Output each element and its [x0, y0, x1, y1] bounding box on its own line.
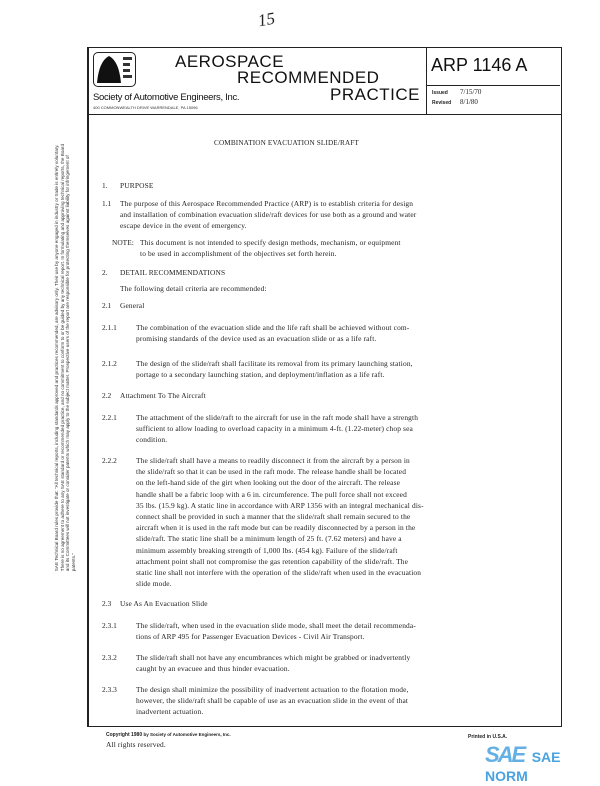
- section-text-line: The attachment of the slide/raft to the aircraft for use in the raft mode shall have a strength: [136, 413, 419, 422]
- section-text-line: escape device in the event of emergency.: [120, 221, 247, 231]
- revised-date: 8/1/80: [460, 98, 478, 106]
- org-name: Society of Automotive Engineers, Inc.: [93, 92, 240, 103]
- section-number: 2.2.1: [102, 413, 117, 422]
- section-text-line: and installation of combination evacuation slide/raft devices for use both as a ground and water: [120, 210, 417, 220]
- header-right-divider: [426, 85, 560, 86]
- section-text-line: The purpose of this Aerospace Recommended Practice (ARP) is to establish criteria for design: [120, 199, 414, 208]
- section-text-line: connect shall be provided in such a manner that the slide/raft shall remain secured to the: [136, 512, 411, 521]
- issued-label: Issued: [432, 90, 448, 96]
- sae-norm-watermark: [485, 742, 600, 786]
- section-text-line: Attachment To The Aircraft: [120, 391, 206, 400]
- section-number: 2.2: [102, 391, 112, 400]
- section-text-line: condition.: [136, 435, 168, 445]
- section-text-line: The combination of the evacuation slide and the life raft shall be achieved without com-: [136, 323, 410, 332]
- header-vertical-divider: [426, 47, 427, 114]
- copyright-year: Copyright 1980: [106, 732, 143, 738]
- section-text-line: tions of ARP 495 for Passenger Evacuation Devices - Civil Air Transport.: [136, 632, 365, 642]
- section-number: 2.3.1: [102, 621, 117, 630]
- section-number: 1.1: [102, 199, 112, 208]
- copyright-by: by Society of Automotive Engineers, Inc.: [143, 732, 231, 737]
- issued-date: 7/15/70: [460, 88, 482, 96]
- printed-in: Printed in U.S.A.: [468, 734, 508, 740]
- section-text-line: sufficient to allow loading to overload capacity in a minimum 4-ft. (1.22-meter) chop sea: [136, 424, 413, 434]
- section-text-line: the slide/raft so that it can be used in the raft mode. The release handle shall be located: [136, 467, 407, 477]
- section-number: 2.1: [102, 301, 112, 310]
- title-aerospace: AEROSPACE: [175, 52, 285, 71]
- copyright: [106, 732, 231, 738]
- section-text-line: PURPOSE: [120, 181, 154, 190]
- section-text-line: The design shall minimize the possibility of inadvertent actuation to the flotation mode,: [136, 685, 409, 694]
- section-text-line: The design of the slide/raft shall facilitate its removal from its primary launching station,: [136, 359, 413, 368]
- section-text-line: on the left-hand side of the girt when looking out the door of the aircraft. The release: [136, 478, 401, 488]
- section-text-line: caught by an evacuee and thus hinder evacuation.: [136, 664, 290, 674]
- section-text-line: DETAIL RECOMMENDATIONS: [120, 268, 226, 277]
- document-title: COMBINATION EVACUATION SLIDE/RAFT: [214, 139, 359, 147]
- section-text-line: This document is not intended to specify design methods, mechanism, or equipment: [140, 238, 401, 247]
- section-number: 2.1.2: [102, 359, 117, 368]
- section-text-line: portage to a secondary launching station, and deployment/inflation as a life raft.: [136, 370, 385, 380]
- section-text-line: The following detail criteria are recommended:: [120, 284, 267, 293]
- section-text-line: handle shall be a fabric loop with a 6 in. circumference. The pull force shall not exceed: [136, 489, 407, 499]
- section-text-line: 35 lbs. (15.9 kg). A static line in accordance with ARP 1356 with an integral mechanical dis-: [136, 500, 424, 510]
- section-text-line: slide/raft. The static line shall be a minimum length of 25 ft. (7.62 meters) and have a: [136, 534, 402, 544]
- sae-logo: [93, 52, 136, 87]
- rights-reserved: All rights reserved.: [106, 740, 166, 749]
- sae-logo-icon: [94, 53, 135, 86]
- section-text-line: promising standards of the device used as an evacuation slide or as a life raft.: [136, 334, 377, 344]
- watermark-text: SAE NORM: [485, 749, 561, 784]
- section-text-line: slide mode.: [136, 579, 172, 589]
- section-text-line: aircraft when it is used in the raft mode but can be readily disconnected by a person in the: [136, 523, 416, 533]
- section-number: 2.2.2: [102, 456, 117, 465]
- section-text-line: however, the slide/raft shall be capable of use as an evacuation slide in the event of that: [136, 696, 409, 706]
- section-number: 1.: [102, 181, 108, 190]
- section-text-line: attachment point shall not compromise the gas retention capability of the slide/raft. The: [136, 556, 409, 566]
- section-text-line: The slide/raft, when used in the evacuation slide mode, shall meet the detail recommenda-: [136, 621, 416, 630]
- section-text-line: The slide/raft shall not have any encumbrances which might be grabbed or inadvertently: [136, 653, 411, 662]
- section-text-line: Use As An Evacuation Slide: [120, 599, 208, 608]
- section-number: 2.1.1: [102, 323, 117, 332]
- header-divider: [87, 114, 561, 115]
- side-disclaimer: SAE Technical Board rules provide that: "All technical reports, including standards approved and practices recommended, are advisory only. Their use by anyone engaged in industry or trade is entirely voluntary. There is no agreement to adhere to any SAE standard or recommended practice, and no commitment to conform to or be guided by any technical report. In formulating and approving technical reports, the Board and its Committees will not investigate or consider patents which may apply to the subject matter. Prospective users of the report are responsible for protecting themselves against liability for infringement of patents.": [53, 143, 76, 572]
- org-address: 400 COMMONWEALTH DRIVE WARRENDALE, PA 15096: [93, 105, 198, 110]
- section-text-line: The slide/raft shall have a means to readily disconnect it from the aircraft by a person in: [136, 456, 410, 465]
- section-text-line: General: [120, 301, 145, 310]
- title-practice: PRACTICE: [330, 85, 420, 104]
- section-text-line: static line shall not interfere with the operation of the slide/raft when used in the evacuation: [136, 568, 422, 577]
- section-number: 2.3.2: [102, 653, 117, 662]
- revised-label: Revised: [432, 100, 452, 106]
- handwritten-page-mark: 15: [256, 8, 277, 31]
- section-number: 2.: [102, 268, 108, 277]
- section-number: 2.3: [102, 599, 112, 608]
- section-text-line: to be used in accomplishment of the objectives set forth herein.: [140, 249, 337, 259]
- section-text-line: minimum assembly breaking strength of 1,000 lbs. (454 kg). Failure of the slide/raft: [136, 545, 398, 555]
- section-number: NOTE:: [112, 238, 134, 247]
- section-number: 2.3.3: [102, 685, 117, 694]
- watermark-logo: SAE: [485, 742, 525, 767]
- section-text-line: inadvertent actuation.: [136, 707, 204, 717]
- doc-number: ARP 1146 A: [431, 55, 528, 75]
- title-recommended: RECOMMENDED: [237, 68, 380, 87]
